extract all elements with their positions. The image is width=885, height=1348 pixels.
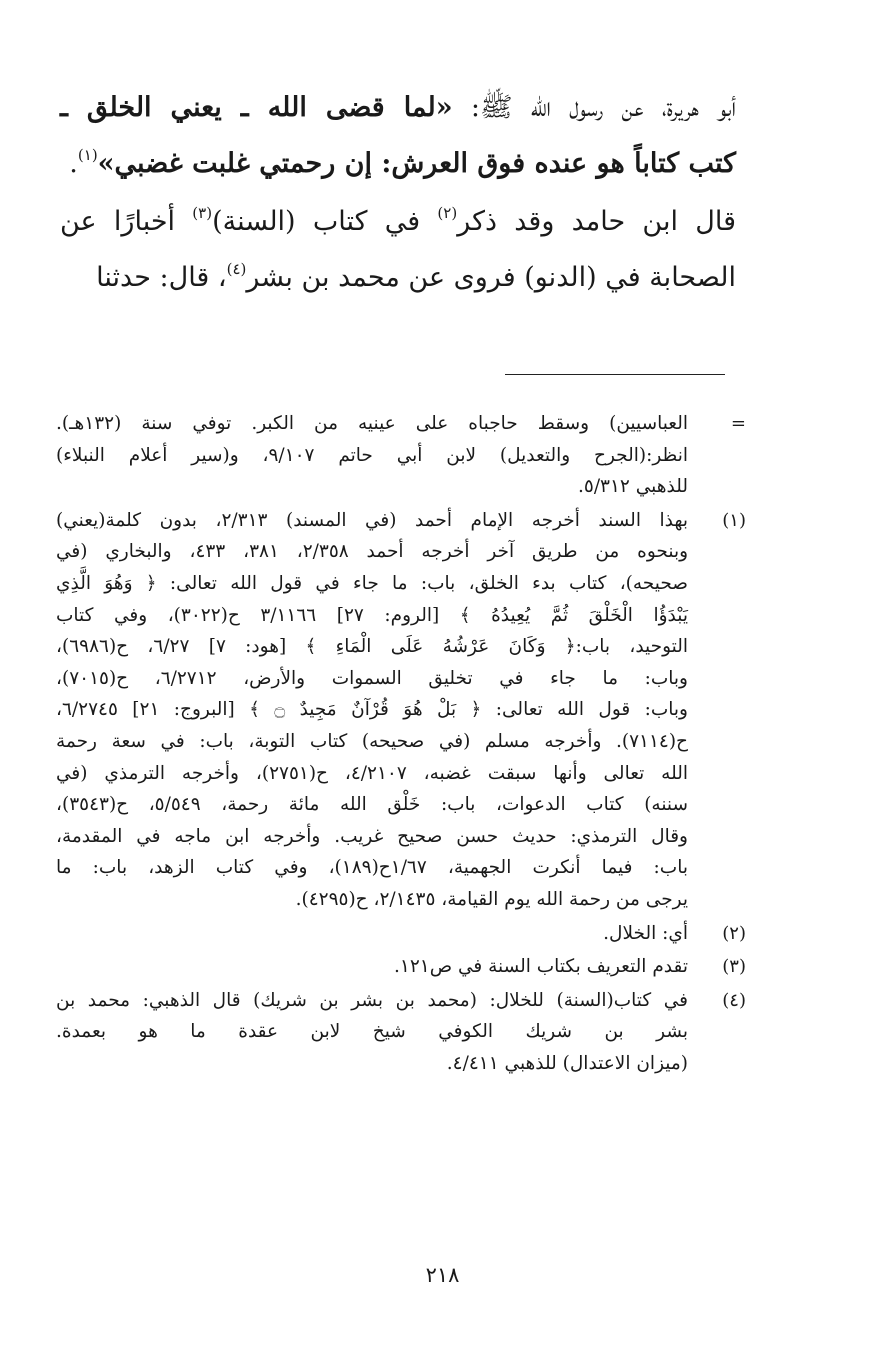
- footnote-line: ح(٧١١٤). وأخرجه مسلم (في صحيحه) كتاب التوبة، باب: في سعة رحمة: [56, 730, 688, 752]
- footnote-line: يرجى من رحمة الله يوم القيامة، ٢/١٤٣٥، ح(٤٢٩٥).: [295, 888, 688, 910]
- footnote-line: صحيحه)، كتاب بدء الخلق، باب: ما جاء في قول الله تعالى: ﴿ وَهُوَ الَّذِي: [56, 572, 688, 594]
- footnote-line: الله تعالى وأنها سبقت غضبه، ٤/٢١٠٧، ح(٢٧٥١)، وأخرجه الترمذي (في: [56, 762, 688, 784]
- footnote-ref: (٢): [437, 204, 458, 222]
- text-run: كتب كتاباً هو عنده فوق العرش: إن رحمتي غلبت غضبي»: [97, 148, 736, 179]
- footnote-ref: (٣): [192, 204, 213, 222]
- footnote-line: تقدم التعريف بكتاب السنة في ص١٢١.: [394, 956, 688, 978]
- footnote-line: في كتاب(السنة) للخلال: (محمد بن بشر بن شريك) قال الذهبي: محمد بن: [56, 989, 688, 1011]
- main-text-line: [60, 250, 736, 306]
- footnote-line: أي: الخلال.: [603, 922, 688, 944]
- footnote-marker: (٣): [722, 956, 746, 978]
- footnote-line: التوحيد، باب:﴿ وَكَانَ عَرْشُهُ عَلَى الْمَاءِ ﴾ [هود: ٧] ٦/٢٧، ح(٦٩٨٦)،: [56, 636, 688, 658]
- text-run: ، قال: حدثنا: [96, 262, 227, 293]
- text-run: في كتاب (السنة): [212, 206, 438, 237]
- main-text-line: [60, 80, 736, 136]
- footnote: [56, 505, 746, 916]
- footnote-line: وبنحوه من طريق آخر أخرجه أحمد ٢/٣٥٨، ٣٨١، ٤٣٣، والبخاري (في: [56, 541, 689, 563]
- text-run: أبو هريرة، عن رسول الله ﷺ:: [452, 92, 736, 123]
- footnote-line: سننه) كتاب الدعوات، باب: خَلْق الله مائة رحمة، ٥/٥٤٩، ح(٣٥٤٣)،: [56, 794, 688, 816]
- footnote-marker: (٢): [722, 922, 746, 944]
- footnote-line: باب: فيما أنكرت الجهمية، ١/٦٧ح(١٨٩)، وفي كتاب الزهد، باب: ما: [56, 857, 688, 879]
- footnote-marker: (١): [722, 509, 746, 531]
- footnote: [56, 985, 746, 1080]
- footnote-line: (ميزان الاعتدال) للذهبي ٤/٤١١.: [446, 1052, 688, 1074]
- footnote-line: للذهبي ٥/٣١٢.: [578, 476, 688, 498]
- footnote-separator: [505, 374, 725, 375]
- footnote-line: بشر بن شريك الكوفي شيخ لابن عقدة ما هو بعمدة.: [56, 1021, 688, 1043]
- text-run: الصحابة في (الدنو) فروى عن محمد بن بشر: [246, 262, 736, 293]
- text-run: أخبارًا عن: [60, 206, 193, 237]
- footnote-line: يَبْدَؤُا الْخَلْقَ ثُمَّ يُعِيدُهُ ﴾ [الروم: ٢٧] ٣/١١٦٦ ح(٣٠٢٢)، وفي كتاب: [56, 604, 688, 626]
- footnote: [56, 918, 746, 950]
- footnote: [56, 408, 746, 503]
- main-text: [60, 80, 736, 306]
- footnote: [56, 951, 746, 983]
- main-text-line: [60, 194, 736, 250]
- footnote-line: بهذا السند أخرجه الإمام أحمد (في المسند) ٢/٣١٣، بدون كلمة(يعني): [56, 509, 689, 531]
- footnote-line: وباب: ما جاء في تخليق السموات والأرض، ٦/٢٧١٢، ح(٧٠١٥)،: [56, 667, 688, 689]
- page-number: ٢١٨: [425, 1263, 460, 1287]
- footnote-marker: =: [730, 413, 746, 434]
- footnote-line: انظر:(الجرح والتعديل) لابن أبي حاتم ٩/١٠٧، و(سير أعلام النبلاء): [56, 444, 688, 466]
- footnote-line: وباب: قول الله تعالى: ﴿ بَلْ هُوَ قُرْآنٌ مَجِيدٌ ۝ ﴾ [البروج: ٢١] ٦/٢٧٤٥،: [56, 699, 688, 721]
- footnote-ref: (١): [77, 146, 98, 164]
- footnotes: [56, 408, 746, 1079]
- footnote-line: العباسيين) وسقط حاجباه على عينيه من الكبر. توفي سنة (١٣٢هـ).: [56, 413, 688, 434]
- footnote-marker: (٤): [722, 989, 746, 1011]
- text-run: قال ابن حامد وقد ذكر: [457, 206, 736, 237]
- footnote-line: وقال الترمذي: حديث حسن صحيح غريب. وأخرجه ابن ماجه في المقدمة،: [56, 825, 688, 847]
- main-text-line: [60, 136, 736, 192]
- text-run: «لما قضى الله ـ يعني الخلق ـ: [60, 92, 453, 123]
- text-run: .: [69, 148, 78, 179]
- footnote-ref: (٤): [226, 260, 247, 278]
